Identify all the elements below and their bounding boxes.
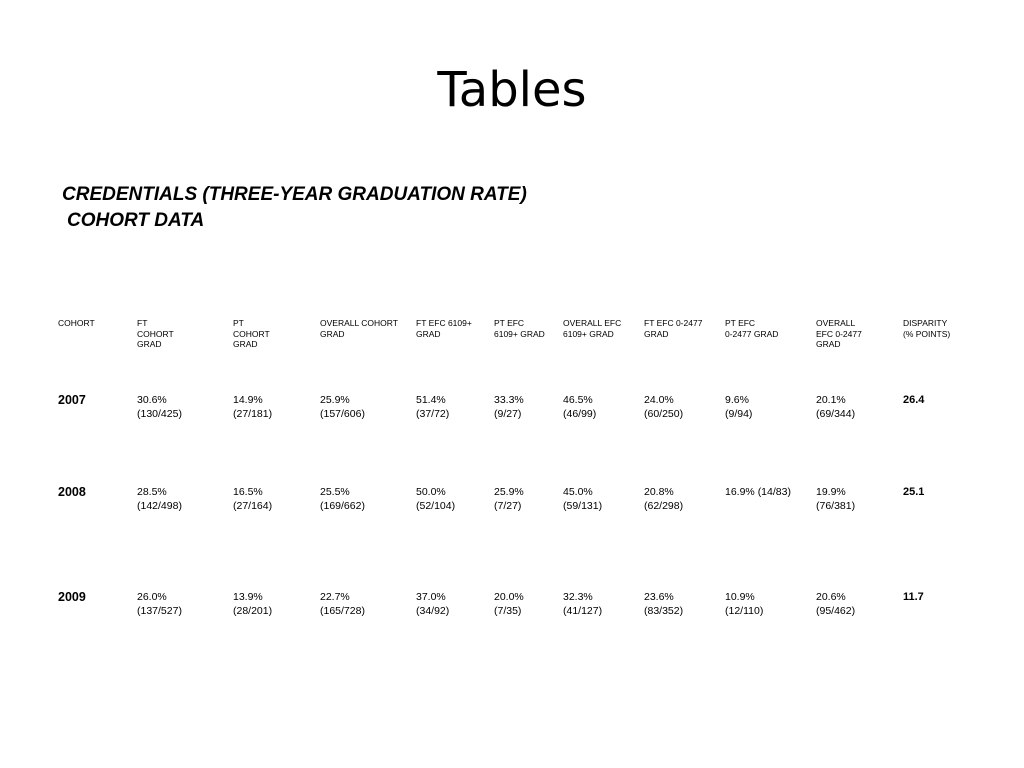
subtitle-line-1: CREDENTIALS (THREE-YEAR GRADUATION RATE)	[62, 184, 527, 205]
cohort-year: 2008	[58, 485, 86, 499]
header-overall-efc-0-2477-grad: OVERALL EFC 0-2477 GRAD	[816, 318, 862, 349]
ft-efc-6109-grad-cell: 50.0% (52/104)	[416, 486, 456, 512]
ft-cohort-grad-cell: 30.6% (130/425)	[137, 394, 182, 420]
header-ft-efc-0-2477-grad: FT EFC 0-2477 GRAD	[644, 318, 703, 339]
ft-cohort-grad-cell: 26.0% (137/527)	[137, 591, 182, 617]
table-row-2009	[58, 590, 958, 650]
table-subtitle	[62, 182, 527, 234]
pt-cohort-grad-cell: 13.9% (28/201)	[233, 591, 273, 617]
table-header-row	[58, 318, 958, 393]
disparity-cell: 11.7	[903, 591, 924, 603]
ft-efc-0-2477-grad-cell: 23.6% (83/352)	[644, 591, 684, 617]
cohort-data-table	[58, 318, 958, 650]
pt-efc-6109-grad-cell: 20.0% (7/35)	[494, 591, 524, 617]
overall-cohort-grad-cell: 25.5% (169/662)	[320, 486, 365, 512]
disparity-cell: 26.4	[903, 394, 925, 406]
header-ft-cohort-grad: FT COHORT GRAD	[137, 318, 174, 349]
header-pt-cohort-grad: PT COHORT GRAD	[233, 318, 270, 349]
header-pt-efc-6109-grad: PT EFC 6109+ GRAD	[494, 318, 545, 339]
pt-efc-6109-grad-cell: 25.9% (7/27)	[494, 486, 524, 512]
overall-cohort-grad-cell: 25.9% (157/606)	[320, 394, 365, 420]
header-disparity: DISPARITY (% POINTS)	[903, 318, 951, 339]
overall-efc-6109-grad-cell: 32.3% (41/127)	[563, 591, 603, 617]
pt-cohort-grad-cell: 14.9% (27/181)	[233, 394, 273, 420]
ft-efc-0-2477-grad-cell: 24.0% (60/250)	[644, 394, 684, 420]
slide-title: Tables	[437, 62, 587, 118]
pt-efc-0-2477-grad-cell: 16.9% (14/83)	[725, 486, 791, 498]
overall-cohort-grad-cell: 22.7% (165/728)	[320, 591, 365, 617]
cohort-year: 2009	[58, 590, 86, 604]
table-row-2008	[58, 485, 958, 590]
header-pt-efc-0-2477-grad: PT EFC 0-2477 GRAD	[725, 318, 779, 339]
overall-efc-0-2477-grad-cell: 20.6% (95/462)	[816, 591, 856, 617]
disparity-cell: 25.1	[903, 486, 925, 498]
ft-cohort-grad-cell: 28.5% (142/498)	[137, 486, 182, 512]
header-ft-efc-6109-grad: FT EFC 6109+ GRAD	[416, 318, 472, 339]
table-row-2007	[58, 393, 958, 485]
header-overall-cohort-grad: OVERALL COHORT GRAD	[320, 318, 398, 339]
pt-efc-0-2477-grad-cell: 10.9% (12/110)	[725, 591, 764, 617]
ft-efc-6109-grad-cell: 51.4% (37/72)	[416, 394, 450, 420]
overall-efc-0-2477-grad-cell: 19.9% (76/381)	[816, 486, 856, 512]
overall-efc-6109-grad-cell: 46.5% (46/99)	[563, 394, 597, 420]
ft-efc-0-2477-grad-cell: 20.8% (62/298)	[644, 486, 684, 512]
overall-efc-6109-grad-cell: 45.0% (59/131)	[563, 486, 603, 512]
ft-efc-6109-grad-cell: 37.0% (34/92)	[416, 591, 450, 617]
header-overall-efc-6109-grad: OVERALL EFC 6109+ GRAD	[563, 318, 622, 339]
pt-efc-0-2477-grad-cell: 9.6% (9/94)	[725, 394, 753, 420]
subtitle-line-2: COHORT DATA	[67, 210, 205, 231]
pt-efc-6109-grad-cell: 33.3% (9/27)	[494, 394, 524, 420]
overall-efc-0-2477-grad-cell: 20.1% (69/344)	[816, 394, 856, 420]
cohort-year: 2007	[58, 393, 86, 407]
pt-cohort-grad-cell: 16.5% (27/164)	[233, 486, 273, 512]
header-cohort: COHORT	[58, 318, 95, 328]
